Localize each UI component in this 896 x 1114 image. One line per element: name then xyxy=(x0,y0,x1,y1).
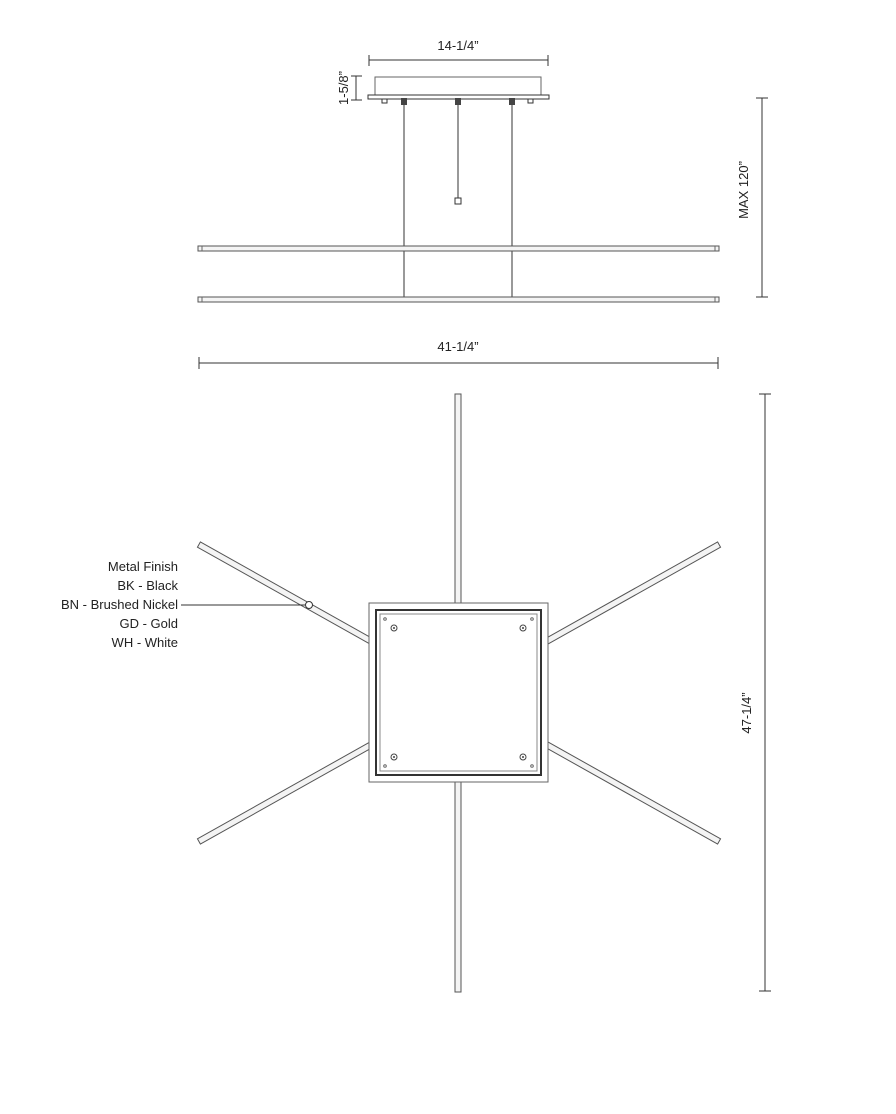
overall-width-label: 41-1/4” xyxy=(437,339,479,354)
canopy-width-dimension xyxy=(369,38,548,66)
finish-option-white: WH - White xyxy=(111,635,178,650)
canopy-side xyxy=(368,77,549,105)
finish-legend-title: Metal Finish xyxy=(107,559,178,574)
fixture-bars-side xyxy=(198,246,719,302)
suspension-cables xyxy=(404,105,512,297)
finish-leader-marker xyxy=(306,602,313,609)
max-height-dimension xyxy=(736,98,768,297)
finish-option-brushed-nickel: BN - Brushed Nickel xyxy=(60,597,178,612)
overall-length-label: 47-1/4” xyxy=(739,692,754,734)
canopy-height-dimension xyxy=(336,71,362,105)
canopy-plan xyxy=(369,603,548,782)
finish-option-black: BK - Black xyxy=(117,578,178,593)
canopy-height-label: 1-5/8” xyxy=(336,71,351,105)
canopy-width-label: 14-1/4” xyxy=(437,38,479,53)
finish-option-gold: GD - Gold xyxy=(119,616,178,631)
max-height-label: MAX 120” xyxy=(736,161,751,219)
overall-length-dimension xyxy=(739,394,771,991)
top-plan-view xyxy=(61,394,771,992)
side-elevation-view xyxy=(198,38,768,369)
overall-width-dimension xyxy=(199,339,718,369)
finish-legend xyxy=(61,559,313,650)
